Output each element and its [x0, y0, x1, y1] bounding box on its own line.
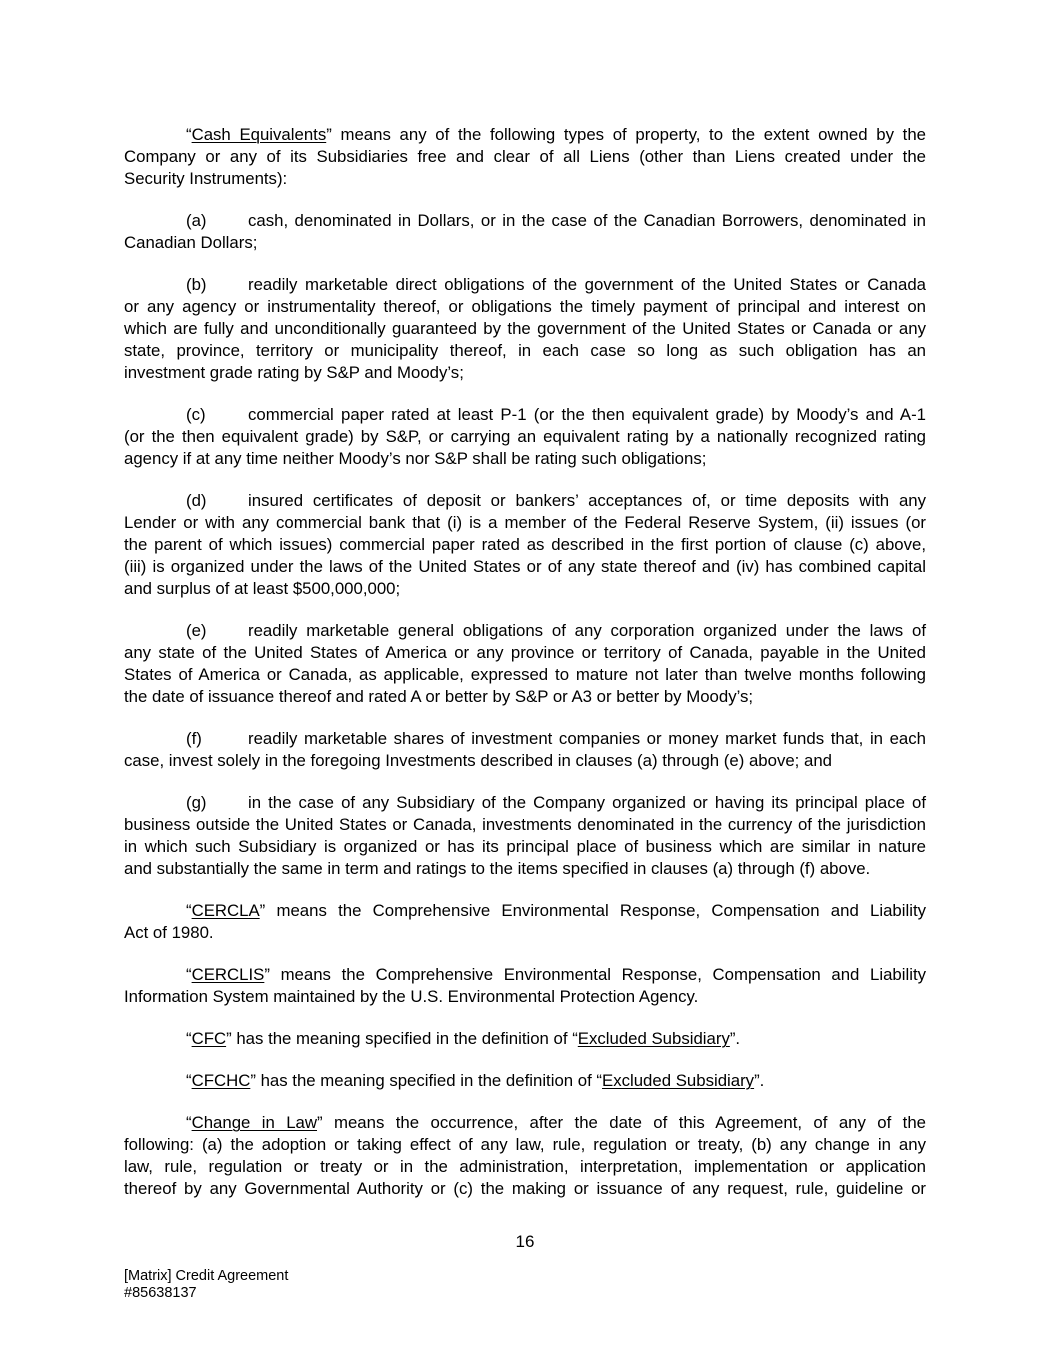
- text-line: [124, 404, 926, 426]
- text-line: [124, 146, 926, 168]
- line-text: and surplus of at least $500,000,000;: [124, 579, 401, 598]
- line-text: state, province, territory or municipality thereof, in each case so long as such obligation has an: [124, 341, 926, 360]
- text-line: [124, 362, 926, 384]
- defined-term: CERCLIS: [191, 965, 265, 984]
- defined-term: CERCLA: [191, 901, 260, 920]
- text-line: [124, 728, 926, 750]
- line-text: in the case of any Subsidiary of the Company organized or having its principal place of: [248, 793, 926, 812]
- text-line: [124, 534, 926, 556]
- text-line: [124, 792, 926, 814]
- line-text: or any agency or instrumentality thereof, or obligations the timely payment of principal and interest on: [124, 297, 926, 316]
- line-text: ”.: [729, 1029, 741, 1048]
- definition-cfchc: [124, 1070, 926, 1092]
- line-text: any state of the United States of America or any province or territory of Canada, payable in the United: [124, 643, 926, 662]
- clause-label: (e): [186, 621, 207, 640]
- text-line: [124, 620, 926, 642]
- clause-g: [124, 792, 926, 880]
- line-text: “: [186, 125, 192, 144]
- text-line: [124, 922, 926, 944]
- line-text: States of America or Canada, as applicable, expressed to mature not later than twelve months following: [124, 665, 926, 684]
- line-text: agency if at any time neither Moody’s nor S&P shall be rating such obligations;: [124, 449, 707, 468]
- definition-cerclis: [124, 964, 926, 1008]
- definition-cash-equivalents: [124, 124, 926, 190]
- text-line: [124, 964, 926, 986]
- line-text: Information System maintained by the U.S. Environmental Protection Agency.: [124, 987, 699, 1006]
- text-line: [124, 578, 926, 600]
- text-line: [124, 340, 926, 362]
- clause-label: (b): [186, 275, 207, 294]
- line-text: readily marketable shares of investment companies or money market funds that, in each: [248, 729, 926, 748]
- clause-c: [124, 404, 926, 470]
- text-line: [124, 512, 926, 534]
- line-text: (or the then equivalent grade) by S&P, or carrying an equivalent rating by a nationally recognized rating: [124, 427, 926, 446]
- text-line: [124, 814, 926, 836]
- line-text: “: [186, 1029, 192, 1048]
- text-line: [124, 664, 926, 686]
- line-text: ”.: [754, 1071, 765, 1090]
- text-line: [124, 1070, 926, 1092]
- line-text: Company or any of its Subsidiaries free and clear of all Liens (other than Liens created under the: [124, 147, 926, 166]
- text-line: [124, 556, 926, 578]
- term-reference: Excluded Subsidiary: [577, 1029, 730, 1048]
- line-text: the parent of which issues) commercial paper rated as described in the first portion of clause (c) above,: [124, 535, 926, 554]
- text-line: [124, 858, 926, 880]
- clause-label: (c): [186, 405, 206, 424]
- line-text: commercial paper rated at least P-1 (or the then equivalent grade) by Moody’s and A-1: [248, 405, 926, 424]
- line-text: following: (a) the adoption or taking effect of any law, rule, regulation or treaty, (b) any change in any: [124, 1135, 926, 1154]
- line-text: ” means the occurrence, after the date of this Agreement, of any of the: [317, 1113, 926, 1132]
- line-text: ” has the meaning specified in the definition of “: [250, 1071, 603, 1090]
- line-text: and substantially the same in term and ratings to the items specified in clauses (a) through (f) above.: [124, 859, 871, 878]
- line-text: ” means the Comprehensive Environmental Response, Compensation and Liability: [259, 901, 926, 920]
- defined-term: CFCHC: [191, 1071, 251, 1090]
- footer-title: [Matrix] Credit Agreement: [124, 1268, 289, 1284]
- line-text: (iii) is organized under the laws of the United States or of any state thereof and (iv) has combined capital: [124, 557, 926, 576]
- line-text: business outside the United States or Canada, investments denominated in the currency of the jurisdiction: [124, 815, 926, 834]
- line-text: Canadian Dollars;: [124, 233, 258, 252]
- clause-d: [124, 490, 926, 600]
- text-line: [124, 448, 926, 470]
- footer-doc-number: #85638137: [124, 1285, 197, 1301]
- text-line: [124, 750, 926, 772]
- footer: [124, 1268, 288, 1302]
- text-line: [124, 642, 926, 664]
- definition-cfc: [124, 1028, 926, 1050]
- line-text: investment grade rating by S&P and Moody’s;: [124, 363, 464, 382]
- text-line: [124, 490, 926, 512]
- line-text: which are fully and unconditionally guaranteed by the government of the United States or Canada or any: [124, 319, 926, 338]
- line-text: “: [186, 1113, 192, 1132]
- clause-label: (f): [186, 729, 202, 748]
- text-line: [124, 1112, 926, 1134]
- text-line: [124, 986, 926, 1008]
- line-text: Security Instruments):: [124, 169, 288, 188]
- clause-label: (a): [186, 211, 207, 230]
- line-text: “: [186, 901, 192, 920]
- text-line: [124, 274, 926, 296]
- line-text: in which such Subsidiary is organized or has its principal place of business which are similar in nature: [124, 837, 926, 856]
- page-number: 16: [515, 1232, 535, 1251]
- document-body: [124, 124, 926, 1220]
- line-text: case, invest solely in the foregoing Investments described in clauses (a) through (e) above; and: [124, 751, 832, 770]
- defined-term: Change in Law: [191, 1113, 318, 1132]
- text-line: [124, 210, 926, 232]
- line-text: readily marketable general obligations of any corporation organized under the laws of: [248, 621, 926, 640]
- text-line: [124, 232, 926, 254]
- line-text: ” means the Comprehensive Environmental Response, Compensation and Liability: [264, 965, 926, 984]
- text-line: [124, 124, 926, 146]
- line-text: cash, denominated in Dollars, or in the case of the Canadian Borrowers, denominated in: [248, 211, 926, 230]
- line-text: thereof by any Governmental Authority or (c) the making or issuance of any request, rule, guideline or: [124, 1179, 926, 1198]
- clause-e: [124, 620, 926, 708]
- text-line: [124, 686, 926, 708]
- line-text: ” has the meaning specified in the definition of “: [226, 1029, 578, 1048]
- line-text: “: [186, 965, 192, 984]
- text-line: [124, 318, 926, 340]
- clause-label: (g): [186, 793, 207, 812]
- defined-term: Cash Equivalents: [191, 125, 327, 144]
- text-line: [124, 1028, 926, 1050]
- definition-cercla: [124, 900, 926, 944]
- line-text: Act of 1980.: [124, 923, 214, 942]
- clause-label: (d): [186, 491, 207, 510]
- line-text: insured certificates of deposit or bankers’ acceptances of, or time deposits with any: [248, 491, 926, 510]
- line-text: Lender or with any commercial bank that (i) is a member of the Federal Reserve System, (ii) issues (or: [124, 513, 926, 532]
- text-line: [124, 426, 926, 448]
- line-text: “: [186, 1071, 192, 1090]
- line-text: readily marketable direct obligations of the government of the United States or Canada: [248, 275, 926, 294]
- clause-b: [124, 274, 926, 384]
- line-text: law, rule, regulation or treaty or in the administration, interpretation, implementation or application: [124, 1157, 926, 1176]
- definition-change-in-law: [124, 1112, 926, 1200]
- text-line: [124, 1156, 926, 1178]
- clause-f: [124, 728, 926, 772]
- clause-a: [124, 210, 926, 254]
- text-line: [124, 1178, 926, 1200]
- text-line: [124, 900, 926, 922]
- defined-term: CFC: [191, 1029, 227, 1048]
- line-text: the date of issuance thereof and rated A or better by S&P or A3 or better by Moody’s;: [124, 687, 754, 706]
- line-text: ” means any of the following types of property, to the extent owned by the: [326, 125, 926, 144]
- term-reference: Excluded Subsidiary: [602, 1071, 755, 1090]
- text-line: [124, 168, 926, 190]
- text-line: [124, 1134, 926, 1156]
- text-line: [124, 296, 926, 318]
- text-line: [124, 836, 926, 858]
